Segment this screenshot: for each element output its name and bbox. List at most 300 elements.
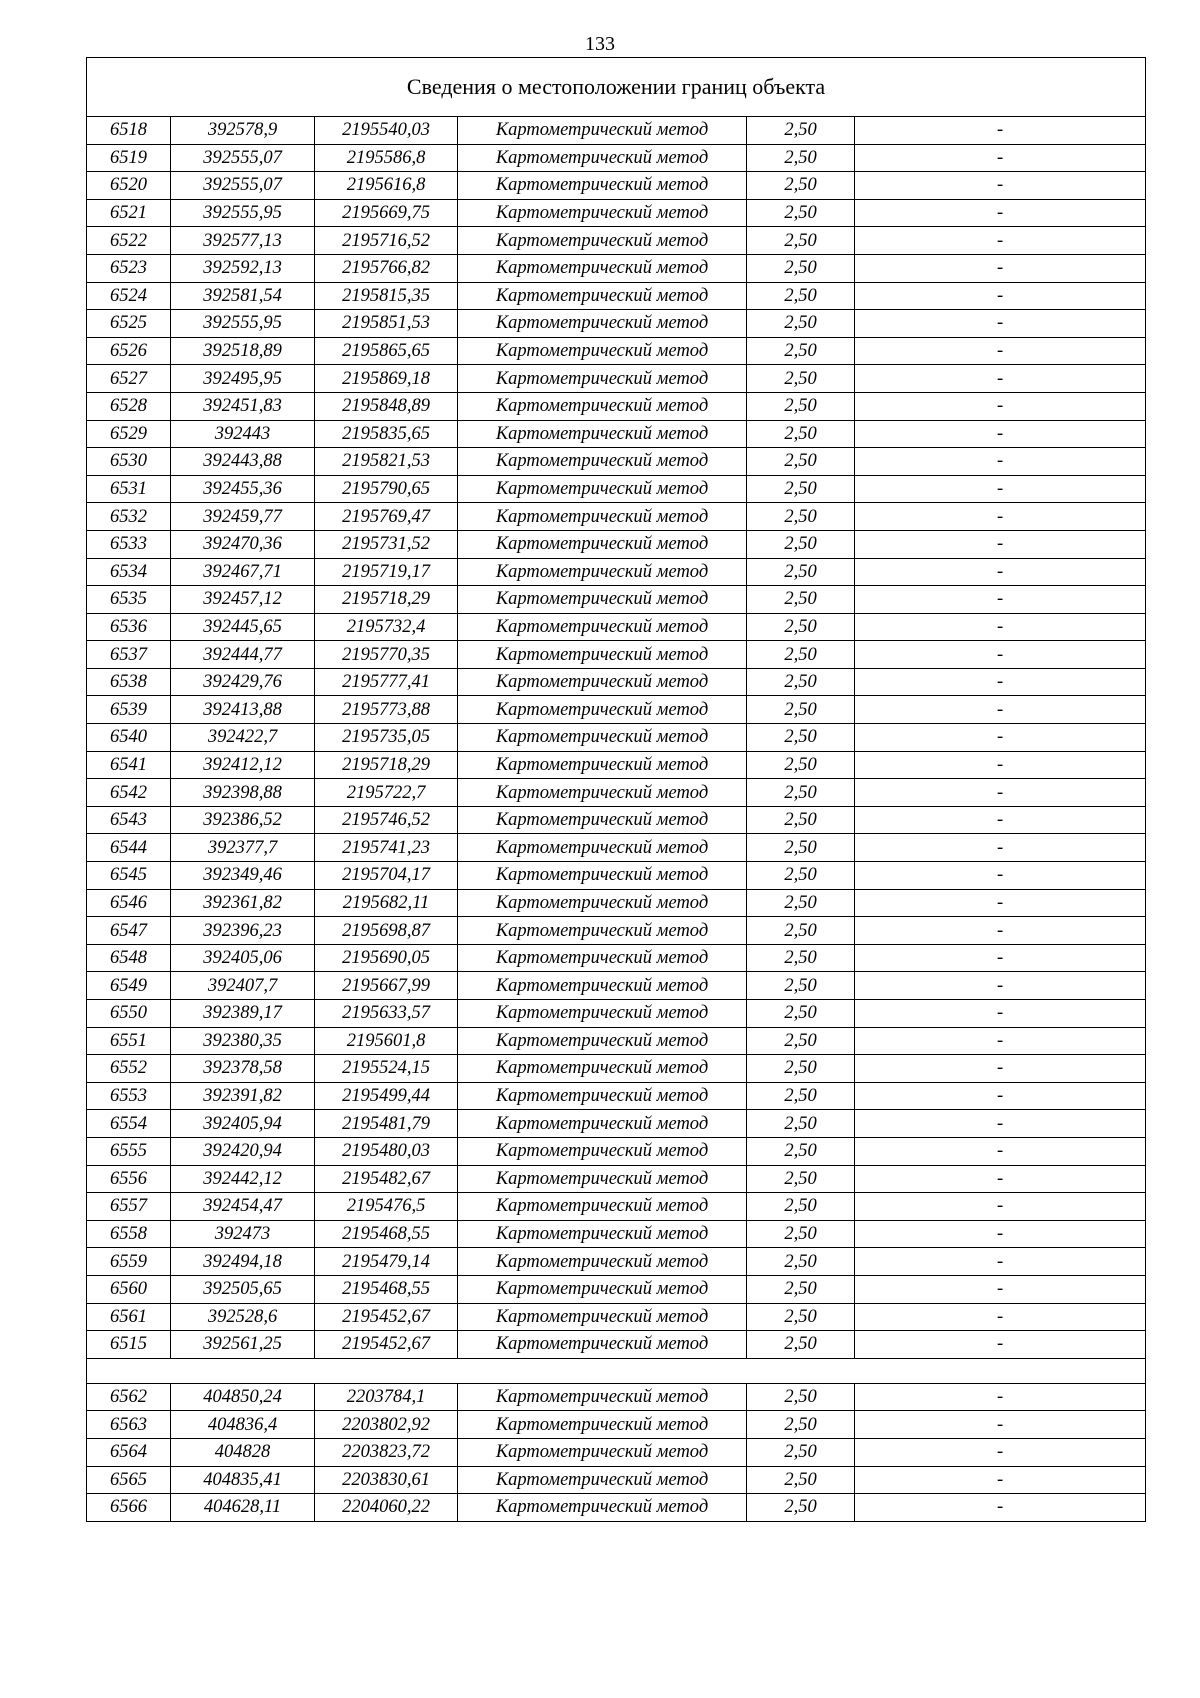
y-coordinate-cell: 2195731,52 bbox=[315, 530, 458, 558]
accuracy-cell: 2,50 bbox=[747, 751, 855, 779]
point-number-cell: 6522 bbox=[87, 227, 171, 255]
accuracy-cell: 2,50 bbox=[747, 199, 855, 227]
method-cell: Картометрический метод bbox=[458, 365, 747, 393]
table-row bbox=[87, 1165, 1146, 1193]
method-cell: Картометрический метод bbox=[458, 558, 747, 586]
y-coordinate-cell: 2195616,8 bbox=[315, 172, 458, 200]
table-title: Сведения о местоположении границ объекта bbox=[87, 58, 1146, 117]
note-cell: - bbox=[855, 917, 1146, 945]
y-coordinate-cell: 2203830,61 bbox=[315, 1466, 458, 1494]
y-coordinate-cell: 2195741,23 bbox=[315, 834, 458, 862]
method-cell: Картометрический метод bbox=[458, 917, 747, 945]
x-coordinate-cell: 392459,77 bbox=[171, 503, 315, 531]
accuracy-cell: 2,50 bbox=[747, 117, 855, 145]
point-number-cell: 6559 bbox=[87, 1248, 171, 1276]
method-cell: Картометрический метод bbox=[458, 668, 747, 696]
method-cell: Картометрический метод bbox=[458, 1165, 747, 1193]
blank-separator-cell bbox=[87, 1358, 1146, 1383]
y-coordinate-cell: 2195869,18 bbox=[315, 365, 458, 393]
accuracy-cell: 2,50 bbox=[747, 144, 855, 172]
note-cell: - bbox=[855, 1248, 1146, 1276]
method-cell: Картометрический метод bbox=[458, 1466, 747, 1494]
table-row bbox=[87, 144, 1146, 172]
note-cell: - bbox=[855, 972, 1146, 1000]
boundary-coordinates-table bbox=[86, 57, 1146, 1522]
accuracy-cell: 2,50 bbox=[747, 917, 855, 945]
table-row bbox=[87, 1248, 1146, 1276]
y-coordinate-cell: 2195482,67 bbox=[315, 1165, 458, 1193]
method-cell: Картометрический метод bbox=[458, 696, 747, 724]
accuracy-cell: 2,50 bbox=[747, 282, 855, 310]
y-coordinate-cell: 2195601,8 bbox=[315, 1027, 458, 1055]
table-row bbox=[87, 558, 1146, 586]
table-row bbox=[87, 1110, 1146, 1138]
method-cell: Картометрический метод bbox=[458, 862, 747, 890]
y-coordinate-cell: 2195480,03 bbox=[315, 1137, 458, 1165]
x-coordinate-cell: 404828 bbox=[171, 1438, 315, 1466]
method-cell: Картометрический метод bbox=[458, 503, 747, 531]
y-coordinate-cell: 2195766,82 bbox=[315, 254, 458, 282]
method-cell: Картометрический метод bbox=[458, 475, 747, 503]
accuracy-cell: 2,50 bbox=[747, 1000, 855, 1028]
page-number: 133 bbox=[585, 33, 615, 55]
method-cell: Картометрический метод bbox=[458, 751, 747, 779]
y-coordinate-cell: 2195481,79 bbox=[315, 1110, 458, 1138]
accuracy-cell: 2,50 bbox=[747, 889, 855, 917]
note-cell: - bbox=[855, 1165, 1146, 1193]
y-coordinate-cell: 2195669,75 bbox=[315, 199, 458, 227]
accuracy-cell: 2,50 bbox=[747, 641, 855, 669]
accuracy-cell: 2,50 bbox=[747, 779, 855, 807]
note-cell: - bbox=[855, 558, 1146, 586]
x-coordinate-cell: 392443 bbox=[171, 420, 315, 448]
accuracy-cell: 2,50 bbox=[747, 1055, 855, 1083]
note-cell: - bbox=[855, 420, 1146, 448]
point-number-cell: 6518 bbox=[87, 117, 171, 145]
x-coordinate-cell: 392378,58 bbox=[171, 1055, 315, 1083]
table-row bbox=[87, 1331, 1146, 1359]
x-coordinate-cell: 392518,89 bbox=[171, 337, 315, 365]
method-cell: Картометрический метод bbox=[458, 199, 747, 227]
accuracy-cell: 2,50 bbox=[747, 420, 855, 448]
y-coordinate-cell: 2195452,67 bbox=[315, 1303, 458, 1331]
point-number-cell: 6566 bbox=[87, 1494, 171, 1522]
x-coordinate-cell: 392396,23 bbox=[171, 917, 315, 945]
point-number-cell: 6565 bbox=[87, 1466, 171, 1494]
x-coordinate-cell: 392555,95 bbox=[171, 310, 315, 338]
method-cell: Картометрический метод bbox=[458, 1248, 747, 1276]
accuracy-cell: 2,50 bbox=[747, 1165, 855, 1193]
x-coordinate-cell: 404850,24 bbox=[171, 1383, 315, 1411]
note-cell: - bbox=[855, 1466, 1146, 1494]
x-coordinate-cell: 392398,88 bbox=[171, 779, 315, 807]
point-number-cell: 6520 bbox=[87, 172, 171, 200]
note-cell: - bbox=[855, 668, 1146, 696]
y-coordinate-cell: 2203784,1 bbox=[315, 1383, 458, 1411]
note-cell: - bbox=[855, 1383, 1146, 1411]
note-cell: - bbox=[855, 392, 1146, 420]
note-cell: - bbox=[855, 862, 1146, 890]
y-coordinate-cell: 2195682,11 bbox=[315, 889, 458, 917]
table-row bbox=[87, 1466, 1146, 1494]
y-coordinate-cell: 2195716,52 bbox=[315, 227, 458, 255]
note-cell: - bbox=[855, 696, 1146, 724]
y-coordinate-cell: 2195479,14 bbox=[315, 1248, 458, 1276]
x-coordinate-cell: 392420,94 bbox=[171, 1137, 315, 1165]
x-coordinate-cell: 392555,07 bbox=[171, 172, 315, 200]
note-cell: - bbox=[855, 1193, 1146, 1221]
accuracy-cell: 2,50 bbox=[747, 475, 855, 503]
y-coordinate-cell: 2195835,65 bbox=[315, 420, 458, 448]
note-cell: - bbox=[855, 1000, 1146, 1028]
accuracy-cell: 2,50 bbox=[747, 1466, 855, 1494]
accuracy-cell: 2,50 bbox=[747, 806, 855, 834]
method-cell: Картометрический метод bbox=[458, 641, 747, 669]
y-coordinate-cell: 2195524,15 bbox=[315, 1055, 458, 1083]
point-number-cell: 6560 bbox=[87, 1275, 171, 1303]
method-cell: Картометрический метод bbox=[458, 420, 747, 448]
x-coordinate-cell: 392494,18 bbox=[171, 1248, 315, 1276]
note-cell: - bbox=[855, 834, 1146, 862]
x-coordinate-cell: 404836,4 bbox=[171, 1411, 315, 1439]
table-row bbox=[87, 117, 1146, 145]
x-coordinate-cell: 404628,11 bbox=[171, 1494, 315, 1522]
y-coordinate-cell: 2195719,17 bbox=[315, 558, 458, 586]
x-coordinate-cell: 392528,6 bbox=[171, 1303, 315, 1331]
table-row bbox=[87, 806, 1146, 834]
method-cell: Картометрический метод bbox=[458, 1331, 747, 1359]
x-coordinate-cell: 392505,65 bbox=[171, 1275, 315, 1303]
x-coordinate-cell: 392429,76 bbox=[171, 668, 315, 696]
table-row bbox=[87, 1494, 1146, 1522]
note-cell: - bbox=[855, 1275, 1146, 1303]
note-cell: - bbox=[855, 1110, 1146, 1138]
table-row bbox=[87, 227, 1146, 255]
y-coordinate-cell: 2195698,87 bbox=[315, 917, 458, 945]
table-row bbox=[87, 724, 1146, 752]
note-cell: - bbox=[855, 337, 1146, 365]
y-coordinate-cell: 2195704,17 bbox=[315, 862, 458, 890]
method-cell: Картометрический метод bbox=[458, 1110, 747, 1138]
y-coordinate-cell: 2203802,92 bbox=[315, 1411, 458, 1439]
point-number-cell: 6523 bbox=[87, 254, 171, 282]
table-row bbox=[87, 1082, 1146, 1110]
table-row bbox=[87, 1411, 1146, 1439]
x-coordinate-cell: 392454,47 bbox=[171, 1193, 315, 1221]
method-cell: Картометрический метод bbox=[458, 613, 747, 641]
accuracy-cell: 2,50 bbox=[747, 448, 855, 476]
table-row bbox=[87, 586, 1146, 614]
table-row bbox=[87, 641, 1146, 669]
x-coordinate-cell: 392412,12 bbox=[171, 751, 315, 779]
y-coordinate-cell: 2195770,35 bbox=[315, 641, 458, 669]
y-coordinate-cell: 2195468,55 bbox=[315, 1220, 458, 1248]
method-cell: Картометрический метод bbox=[458, 392, 747, 420]
accuracy-cell: 2,50 bbox=[747, 1303, 855, 1331]
x-coordinate-cell: 392405,94 bbox=[171, 1110, 315, 1138]
y-coordinate-cell: 2195468,55 bbox=[315, 1275, 458, 1303]
y-coordinate-cell: 2203823,72 bbox=[315, 1438, 458, 1466]
x-coordinate-cell: 392386,52 bbox=[171, 806, 315, 834]
method-cell: Картометрический метод bbox=[458, 448, 747, 476]
table-row bbox=[87, 834, 1146, 862]
method-cell: Картометрический метод bbox=[458, 254, 747, 282]
note-cell: - bbox=[855, 448, 1146, 476]
x-coordinate-cell: 392391,82 bbox=[171, 1082, 315, 1110]
table-row bbox=[87, 1303, 1146, 1331]
method-cell: Картометрический метод bbox=[458, 972, 747, 1000]
table-row bbox=[87, 254, 1146, 282]
accuracy-cell: 2,50 bbox=[747, 365, 855, 393]
point-number-cell: 6562 bbox=[87, 1383, 171, 1411]
x-coordinate-cell: 392349,46 bbox=[171, 862, 315, 890]
accuracy-cell: 2,50 bbox=[747, 310, 855, 338]
accuracy-cell: 2,50 bbox=[747, 1110, 855, 1138]
point-number-cell: 6548 bbox=[87, 944, 171, 972]
accuracy-cell: 2,50 bbox=[747, 696, 855, 724]
accuracy-cell: 2,50 bbox=[747, 530, 855, 558]
point-number-cell: 6537 bbox=[87, 641, 171, 669]
point-number-cell: 6534 bbox=[87, 558, 171, 586]
point-number-cell: 6536 bbox=[87, 613, 171, 641]
table-row bbox=[87, 337, 1146, 365]
note-cell: - bbox=[855, 227, 1146, 255]
table-row bbox=[87, 282, 1146, 310]
x-coordinate-cell: 392389,17 bbox=[171, 1000, 315, 1028]
x-coordinate-cell: 392467,71 bbox=[171, 558, 315, 586]
table-row bbox=[87, 668, 1146, 696]
point-number-cell: 6561 bbox=[87, 1303, 171, 1331]
y-coordinate-cell: 2195722,7 bbox=[315, 779, 458, 807]
point-number-cell: 6550 bbox=[87, 1000, 171, 1028]
accuracy-cell: 2,50 bbox=[747, 227, 855, 255]
accuracy-cell: 2,50 bbox=[747, 1383, 855, 1411]
table-row bbox=[87, 972, 1146, 1000]
point-number-cell: 6528 bbox=[87, 392, 171, 420]
method-cell: Картометрический метод bbox=[458, 1055, 747, 1083]
method-cell: Картометрический метод bbox=[458, 227, 747, 255]
x-coordinate-cell: 392561,25 bbox=[171, 1331, 315, 1359]
note-cell: - bbox=[855, 1303, 1146, 1331]
point-number-cell: 6554 bbox=[87, 1110, 171, 1138]
point-number-cell: 6532 bbox=[87, 503, 171, 531]
note-cell: - bbox=[855, 254, 1146, 282]
y-coordinate-cell: 2195586,8 bbox=[315, 144, 458, 172]
note-cell: - bbox=[855, 310, 1146, 338]
x-coordinate-cell: 392443,88 bbox=[171, 448, 315, 476]
note-cell: - bbox=[855, 806, 1146, 834]
x-coordinate-cell: 392422,7 bbox=[171, 724, 315, 752]
x-coordinate-cell: 392457,12 bbox=[171, 586, 315, 614]
method-cell: Картометрический метод bbox=[458, 310, 747, 338]
y-coordinate-cell: 2195633,57 bbox=[315, 1000, 458, 1028]
x-coordinate-cell: 392361,82 bbox=[171, 889, 315, 917]
x-coordinate-cell: 392470,36 bbox=[171, 530, 315, 558]
point-number-cell: 6524 bbox=[87, 282, 171, 310]
y-coordinate-cell: 2195452,67 bbox=[315, 1331, 458, 1359]
accuracy-cell: 2,50 bbox=[747, 972, 855, 1000]
point-number-cell: 6564 bbox=[87, 1438, 171, 1466]
note-cell: - bbox=[855, 779, 1146, 807]
note-cell: - bbox=[855, 282, 1146, 310]
point-number-cell: 6541 bbox=[87, 751, 171, 779]
method-cell: Картометрический метод bbox=[458, 144, 747, 172]
note-cell: - bbox=[855, 503, 1146, 531]
method-cell: Картометрический метод bbox=[458, 117, 747, 145]
accuracy-cell: 2,50 bbox=[747, 724, 855, 752]
table-row bbox=[87, 1383, 1146, 1411]
x-coordinate-cell: 392445,65 bbox=[171, 613, 315, 641]
x-coordinate-cell: 392555,95 bbox=[171, 199, 315, 227]
accuracy-cell: 2,50 bbox=[747, 1275, 855, 1303]
accuracy-cell: 2,50 bbox=[747, 337, 855, 365]
x-coordinate-cell: 392451,83 bbox=[171, 392, 315, 420]
point-number-cell: 6526 bbox=[87, 337, 171, 365]
y-coordinate-cell: 2195773,88 bbox=[315, 696, 458, 724]
x-coordinate-cell: 392592,13 bbox=[171, 254, 315, 282]
x-coordinate-cell: 392442,12 bbox=[171, 1165, 315, 1193]
note-cell: - bbox=[855, 475, 1146, 503]
accuracy-cell: 2,50 bbox=[747, 613, 855, 641]
y-coordinate-cell: 2195821,53 bbox=[315, 448, 458, 476]
x-coordinate-cell: 392413,88 bbox=[171, 696, 315, 724]
table-row bbox=[87, 917, 1146, 945]
accuracy-cell: 2,50 bbox=[747, 834, 855, 862]
accuracy-cell: 2,50 bbox=[747, 1494, 855, 1522]
table-header-row bbox=[87, 58, 1146, 117]
x-coordinate-cell: 392577,13 bbox=[171, 227, 315, 255]
note-cell: - bbox=[855, 172, 1146, 200]
y-coordinate-cell: 2195667,99 bbox=[315, 972, 458, 1000]
point-number-cell: 6538 bbox=[87, 668, 171, 696]
point-number-cell: 6553 bbox=[87, 1082, 171, 1110]
table-row bbox=[87, 503, 1146, 531]
accuracy-cell: 2,50 bbox=[747, 1411, 855, 1439]
method-cell: Картометрический метод bbox=[458, 1137, 747, 1165]
table-row bbox=[87, 1000, 1146, 1028]
note-cell: - bbox=[855, 1331, 1146, 1359]
table-row bbox=[87, 751, 1146, 779]
note-cell: - bbox=[855, 117, 1146, 145]
y-coordinate-cell: 2195499,44 bbox=[315, 1082, 458, 1110]
point-number-cell: 6549 bbox=[87, 972, 171, 1000]
method-cell: Картометрический метод bbox=[458, 1275, 747, 1303]
point-number-cell: 6529 bbox=[87, 420, 171, 448]
accuracy-cell: 2,50 bbox=[747, 1082, 855, 1110]
x-coordinate-cell: 392455,36 bbox=[171, 475, 315, 503]
point-number-cell: 6552 bbox=[87, 1055, 171, 1083]
accuracy-cell: 2,50 bbox=[747, 944, 855, 972]
method-cell: Картометрический метод bbox=[458, 1193, 747, 1221]
method-cell: Картометрический метод bbox=[458, 834, 747, 862]
accuracy-cell: 2,50 bbox=[747, 1137, 855, 1165]
method-cell: Картометрический метод bbox=[458, 172, 747, 200]
method-cell: Картометрический метод bbox=[458, 779, 747, 807]
accuracy-cell: 2,50 bbox=[747, 862, 855, 890]
table-row bbox=[87, 1220, 1146, 1248]
note-cell: - bbox=[855, 586, 1146, 614]
point-number-cell: 6540 bbox=[87, 724, 171, 752]
method-cell: Картометрический метод bbox=[458, 282, 747, 310]
point-number-cell: 6543 bbox=[87, 806, 171, 834]
point-number-cell: 6531 bbox=[87, 475, 171, 503]
note-cell: - bbox=[855, 1438, 1146, 1466]
note-cell: - bbox=[855, 1411, 1146, 1439]
y-coordinate-cell: 2195777,41 bbox=[315, 668, 458, 696]
y-coordinate-cell: 2195718,29 bbox=[315, 586, 458, 614]
x-coordinate-cell: 392407,7 bbox=[171, 972, 315, 1000]
point-number-cell: 6546 bbox=[87, 889, 171, 917]
table-row bbox=[87, 199, 1146, 227]
point-number-cell: 6525 bbox=[87, 310, 171, 338]
y-coordinate-cell: 2195735,05 bbox=[315, 724, 458, 752]
table-row bbox=[87, 530, 1146, 558]
accuracy-cell: 2,50 bbox=[747, 1438, 855, 1466]
point-number-cell: 6533 bbox=[87, 530, 171, 558]
note-cell: - bbox=[855, 1494, 1146, 1522]
x-coordinate-cell: 392377,7 bbox=[171, 834, 315, 862]
method-cell: Картометрический метод bbox=[458, 724, 747, 752]
table-row bbox=[87, 420, 1146, 448]
note-cell: - bbox=[855, 530, 1146, 558]
y-coordinate-cell: 2195848,89 bbox=[315, 392, 458, 420]
method-cell: Картометрический метод bbox=[458, 1220, 747, 1248]
accuracy-cell: 2,50 bbox=[747, 1027, 855, 1055]
x-coordinate-cell: 392473 bbox=[171, 1220, 315, 1248]
accuracy-cell: 2,50 bbox=[747, 586, 855, 614]
accuracy-cell: 2,50 bbox=[747, 172, 855, 200]
table-row bbox=[87, 1275, 1146, 1303]
point-number-cell: 6544 bbox=[87, 834, 171, 862]
method-cell: Картометрический метод bbox=[458, 1303, 747, 1331]
x-coordinate-cell: 392405,06 bbox=[171, 944, 315, 972]
table-row bbox=[87, 613, 1146, 641]
table-row bbox=[87, 1438, 1146, 1466]
y-coordinate-cell: 2195540,03 bbox=[315, 117, 458, 145]
y-coordinate-cell: 2204060,22 bbox=[315, 1494, 458, 1522]
table-row bbox=[87, 1027, 1146, 1055]
method-cell: Картометрический метод bbox=[458, 1027, 747, 1055]
method-cell: Картометрический метод bbox=[458, 337, 747, 365]
accuracy-cell: 2,50 bbox=[747, 503, 855, 531]
note-cell: - bbox=[855, 365, 1146, 393]
method-cell: Картометрический метод bbox=[458, 889, 747, 917]
table-row bbox=[87, 889, 1146, 917]
method-cell: Картометрический метод bbox=[458, 586, 747, 614]
note-cell: - bbox=[855, 1220, 1146, 1248]
note-cell: - bbox=[855, 1137, 1146, 1165]
table-row bbox=[87, 1055, 1146, 1083]
accuracy-cell: 2,50 bbox=[747, 668, 855, 696]
point-number-cell: 6527 bbox=[87, 365, 171, 393]
method-cell: Картометрический метод bbox=[458, 530, 747, 558]
table-row bbox=[87, 779, 1146, 807]
note-cell: - bbox=[855, 1027, 1146, 1055]
table-row bbox=[87, 862, 1146, 890]
y-coordinate-cell: 2195690,05 bbox=[315, 944, 458, 972]
point-number-cell: 6519 bbox=[87, 144, 171, 172]
point-number-cell: 6558 bbox=[87, 1220, 171, 1248]
point-number-cell: 6515 bbox=[87, 1331, 171, 1359]
table-row bbox=[87, 944, 1146, 972]
note-cell: - bbox=[855, 1055, 1146, 1083]
point-number-cell: 6557 bbox=[87, 1193, 171, 1221]
note-cell: - bbox=[855, 751, 1146, 779]
note-cell: - bbox=[855, 199, 1146, 227]
accuracy-cell: 2,50 bbox=[747, 1248, 855, 1276]
point-number-cell: 6563 bbox=[87, 1411, 171, 1439]
point-number-cell: 6539 bbox=[87, 696, 171, 724]
